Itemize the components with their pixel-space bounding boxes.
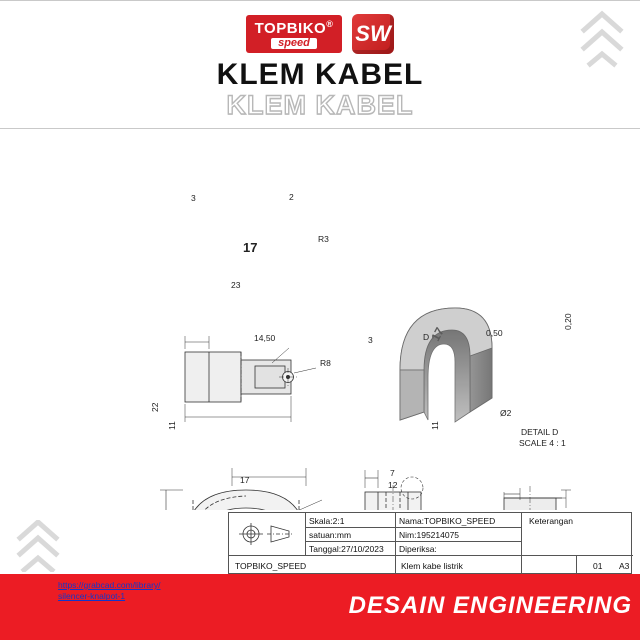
dim-front-11: 11 <box>167 421 177 430</box>
source-link-line1: https://grabcad.com/library/ <box>58 580 161 590</box>
footer-title: DESAIN ENGINEERING <box>348 592 632 619</box>
field-diperiksa: Diperiksa: <box>399 544 437 554</box>
chevron-up-icon-group-bottom-left <box>14 520 62 572</box>
top-view-geometry <box>185 336 316 422</box>
field-tanggal: Tanggal:27/10/2023 <box>309 544 384 554</box>
drawing-canvas <box>0 130 640 510</box>
emboss-17-top: 17 <box>243 240 258 255</box>
field-sheet-no: 01 <box>593 561 603 571</box>
field-part-name: Klem kabe listrik <box>401 561 463 571</box>
field-author: TOPBIKO_SPEED <box>235 561 307 571</box>
dim-front-17: 17 <box>240 475 250 485</box>
sheet-header <box>0 0 640 128</box>
dim-top-23: 23 <box>231 280 241 290</box>
field-paper-size: A3 <box>619 561 630 571</box>
dim-front-22: 22 <box>150 402 160 412</box>
dim-top-3: 3 <box>191 193 196 203</box>
page-title: KLEM KABEL <box>216 58 424 91</box>
topbiko-speed-text: speed <box>271 38 317 49</box>
chevron-up-icon-group-top-right <box>578 10 626 68</box>
page-title-outline: KLEM KABEL <box>226 90 414 120</box>
field-skala: Skala:2:1 <box>309 516 345 526</box>
field-keterangan: Keterangan <box>529 516 573 526</box>
tb-divider-3 <box>521 513 522 575</box>
registered-icon: ® <box>326 18 334 29</box>
solidworks-logo-text: SW <box>355 21 391 46</box>
side-view-geometry <box>365 470 434 510</box>
svg-text:17: 17 <box>428 325 447 344</box>
dim-front-1450: 14,50 <box>254 333 276 343</box>
tb-row-divider <box>229 555 633 556</box>
isometric-view-geometry <box>400 308 492 422</box>
logo-row <box>0 14 640 54</box>
first-angle-projection-icon <box>237 521 297 547</box>
detail-caption-title: DETAIL D <box>521 427 559 437</box>
field-nama: Nama:TOPBIKO_SPEED <box>399 516 496 526</box>
dim-detail-050: 0,50 <box>486 328 503 338</box>
detail-callout-d: D <box>423 332 430 342</box>
detail-caption-scale: SCALE 4 : 1 <box>519 438 566 448</box>
dim-side-11: 11 <box>430 421 440 430</box>
dim-side-12: 12 <box>388 480 398 490</box>
field-satuan: satuan:mm <box>309 530 352 540</box>
tb-divider-2 <box>395 513 396 555</box>
topbiko-logo-text: TOPBIKO <box>254 19 327 37</box>
tb-divider-1 <box>305 513 306 555</box>
title-block <box>228 512 632 574</box>
sheet-top-border <box>0 0 640 1</box>
tb-line-a <box>305 527 521 528</box>
source-link-line2: silencer-knalpot-1 <box>58 591 126 602</box>
detail-d-geometry <box>504 486 571 510</box>
header-divider <box>0 128 640 129</box>
technical-drawing-svg <box>0 130 640 510</box>
topbiko-logo <box>246 15 342 53</box>
dim-front-r8: R8 <box>320 358 331 368</box>
dim-top-r3: R3 <box>318 234 329 244</box>
field-nim: Nim:195214075 <box>399 530 460 540</box>
dim-side-7: 7 <box>390 468 395 478</box>
tb-line-b <box>305 541 521 542</box>
tb-divider-5 <box>576 555 577 575</box>
dim-detail-020: 0,20 <box>563 313 573 330</box>
dim-top-2: 2 <box>289 192 294 202</box>
tb-divider-4 <box>395 555 396 575</box>
dim-detail-dia2: Ø2 <box>500 408 512 418</box>
solidworks-logo <box>352 14 394 54</box>
dim-side-3: 3 <box>368 335 373 345</box>
